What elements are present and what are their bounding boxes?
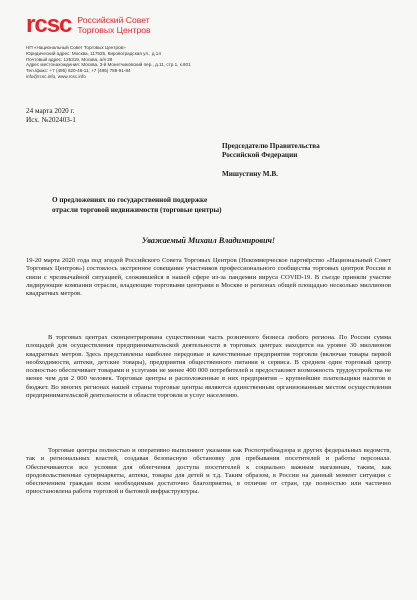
contact-line: Юридический адрес: Москва, 117525, Кировоградская ул., д.14	[26, 50, 161, 56]
contact-line: НП «Национальный Совет Торговых Центров»	[26, 45, 126, 50]
greeting: Уважаемый Михаил Владимирович!	[141, 236, 276, 245]
rcsc-logo	[26, 12, 151, 38]
letter-date: 24 марта 2020 г.	[26, 107, 75, 115]
paragraph-2: В торговых центрах сконцентрирована существенная часть розничного бизнеса любого региона. По России сумма площадей для осуществления предпринимательской деятельности в торговых центрах находится на уровне 30 миллионов квадратных метров. Здесь представлены наиболее передовые и качественные предприятия торговли (включая товары первой необходимости, аптеки, детские товары), предприятия общественного питания и сервиса. В среднем один торговый центр полностью обеспечивает товарами и услугами не менее 400 000 потребителей и предоставляет возможность трудоустройства не менее чем для 2 000 человек. Торговые центры и расположенные в них предприятия – крупнейшие плательщики налогов в бюджет. Во многих регионах нашей страны торговые центры являются единственным организованным местом осуществления предпринимательской деятельности в области торговли и услуг населению.	[26, 334, 391, 400]
logo-org-line2: Торговых Центров	[77, 25, 151, 35]
contact-line: Тел./факс: +7 (495) 620-46-11; +7 (495) 788-91-84	[26, 68, 131, 74]
recipient-title-line2: Российской Федерации	[222, 151, 298, 159]
logo-mark: rcsc	[26, 11, 72, 38]
recipient-name: Мишустину М.В.	[222, 170, 278, 178]
paragraph-1: 19-20 марта 2020 года под эгидой Российского Совета Торговых Центров (Некоммерческое партнёрство «Национальный Совет Торговых Центров») состоялось экстренное совещание участников профессионального сообщества торговых центров России в связи с чрезвычайной ситуацией, сложившейся в нашей сфере из-за пандемии вируса COVID-19. В съезде приняли участие лидирующие компании отрасли, владеющие торговыми центрами в Москве и регионах общей площадью несколько миллионов квадратных метров.	[26, 257, 391, 298]
subject-line1: О предложениях по государственной поддержке	[52, 196, 208, 204]
logo-org-name	[77, 15, 150, 35]
letter-subject	[52, 196, 222, 215]
contact-line: Почтовый адрес: 125319, Москва, а/я 29	[26, 56, 113, 62]
date-block	[26, 107, 76, 125]
recipient-title-line1: Председателю Правительства	[222, 142, 320, 150]
subject-line2: отрасли торговой недвижимости (торговые центры)	[52, 205, 222, 214]
contact-line: info@rcsc.info, www.rcsc.info	[26, 73, 86, 79]
contact-line: Адрес местонахождения: Москва, 3-й Монетчиковский пер., д.11, стр.1, к.601	[26, 62, 191, 68]
paragraph-3: Торговые центры полностью и оперативно выполняют указания как Роспотребнадзора и других федеральных ведомств, так и региональных властей, создавая безопасную обстановку для пребывания посетителей и работы персонала. Обеспечиваются все условия для облегчения доступа посетителей к социально важным магазинам, таким, как продовольственные супермаркеты, аптеки, товары для детей и т.д. Таким образом, в России на данный момент ситуация с обеспечением граждан всем необходимым достаточно благоприятна, в отличие от стран, где полностью или частично приостановлена работа торговой и бытовой инфраструктуры.	[26, 447, 391, 496]
logo-org-line1: Российский Совет	[77, 15, 150, 25]
recipient-block	[222, 142, 320, 160]
outgoing-number: Исх. №202403-1	[26, 116, 76, 124]
letterhead-contacts	[26, 45, 406, 80]
